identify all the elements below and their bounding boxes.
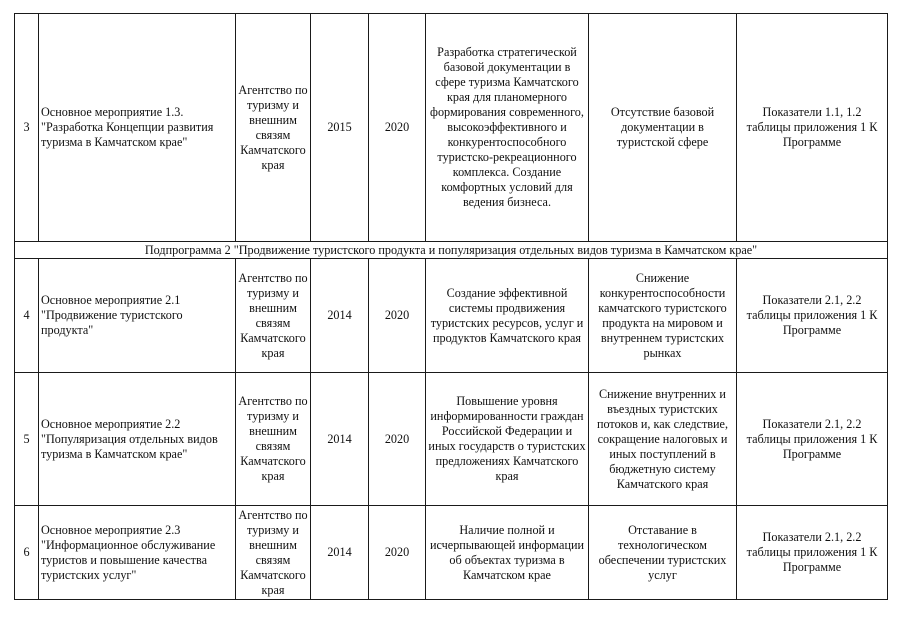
- end-year: 2020: [369, 373, 426, 506]
- executor: Агентство по туризму и внешним связям Камчатского края: [236, 14, 311, 242]
- consequence: Отсутствие базовой документации в туристской сфере: [589, 14, 737, 242]
- measure-name: Основное мероприятие 2.3 "Информационное обслуживание туристов и повышение качества туристских услуг": [39, 506, 236, 600]
- consequence: Снижение внутренних и въездных туристских потоков и, как следствие, сокращение налоговых и иных поступлений в бюджетную систему Камчатского края: [589, 373, 737, 506]
- subprogram-row: [15, 242, 888, 259]
- start-year: 2015: [311, 14, 369, 242]
- end-year: 2020: [369, 259, 426, 373]
- table-row: [15, 259, 888, 373]
- consequence: Отставание в технологическом обеспечении туристских услуг: [589, 506, 737, 600]
- indicators: Показатели 1.1, 1.2 таблицы приложения 1 К Программе: [737, 14, 888, 242]
- end-year: 2020: [369, 14, 426, 242]
- expected-result: Наличие полной и исчерпывающей информации об объектах туризма в Камчатском крае: [426, 506, 589, 600]
- measure-name: Основное мероприятие 1.3. "Разработка Концепции развития туризма в Камчатском крае": [39, 14, 236, 242]
- indicators: Показатели 2.1, 2.2 таблицы приложения 1 К Программе: [737, 259, 888, 373]
- executor: Агентство по туризму и внешним связям Камчатского края: [236, 259, 311, 373]
- document-page: [14, 13, 887, 600]
- measure-name: Основное мероприятие 2.2 "Популяризация отдельных видов туризма в Камчатском крае": [39, 373, 236, 506]
- start-year: 2014: [311, 259, 369, 373]
- row-number: 6: [15, 506, 39, 600]
- table-row: [15, 506, 888, 600]
- subprogram-title: Подпрограмма 2 "Продвижение туристского продукта и популяризация отдельных видов туризма в Камчатском крае": [15, 242, 888, 259]
- start-year: 2014: [311, 506, 369, 600]
- table-row: [15, 14, 888, 242]
- table-row: [15, 373, 888, 506]
- program-measures-table: [14, 13, 888, 600]
- end-year: 2020: [369, 506, 426, 600]
- indicators: Показатели 2.1, 2.2 таблицы приложения 1 К Программе: [737, 373, 888, 506]
- executor: Агентство по туризму и внешним связям Камчатского края: [236, 506, 311, 600]
- executor: Агентство по туризму и внешним связям Камчатского края: [236, 373, 311, 506]
- expected-result: Создание эффективной системы продвижения туристских ресурсов, услуг и продуктов Камчатского края: [426, 259, 589, 373]
- measure-name: Основное мероприятие 2.1 "Продвижение туристского продукта": [39, 259, 236, 373]
- expected-result: Разработка стратегической базовой документации в сфере туризма Камчатского края для планомерного формирования современного, высокоэффективного и конкурентоспособного туристско-рекреационного комплекса. Создание комфортных условий для ведения бизнеса.: [426, 14, 589, 242]
- row-number: 5: [15, 373, 39, 506]
- start-year: 2014: [311, 373, 369, 506]
- expected-result: Повышение уровня информированности граждан Российской Федерации и иных государств о туристских предложениях Камчатского края: [426, 373, 589, 506]
- row-number: 3: [15, 14, 39, 242]
- row-number: 4: [15, 259, 39, 373]
- indicators: Показатели 2.1, 2.2 таблицы приложения 1 К Программе: [737, 506, 888, 600]
- consequence: Снижение конкурентоспособности камчатского туристского продукта на мировом и внутреннем туристских рынках: [589, 259, 737, 373]
